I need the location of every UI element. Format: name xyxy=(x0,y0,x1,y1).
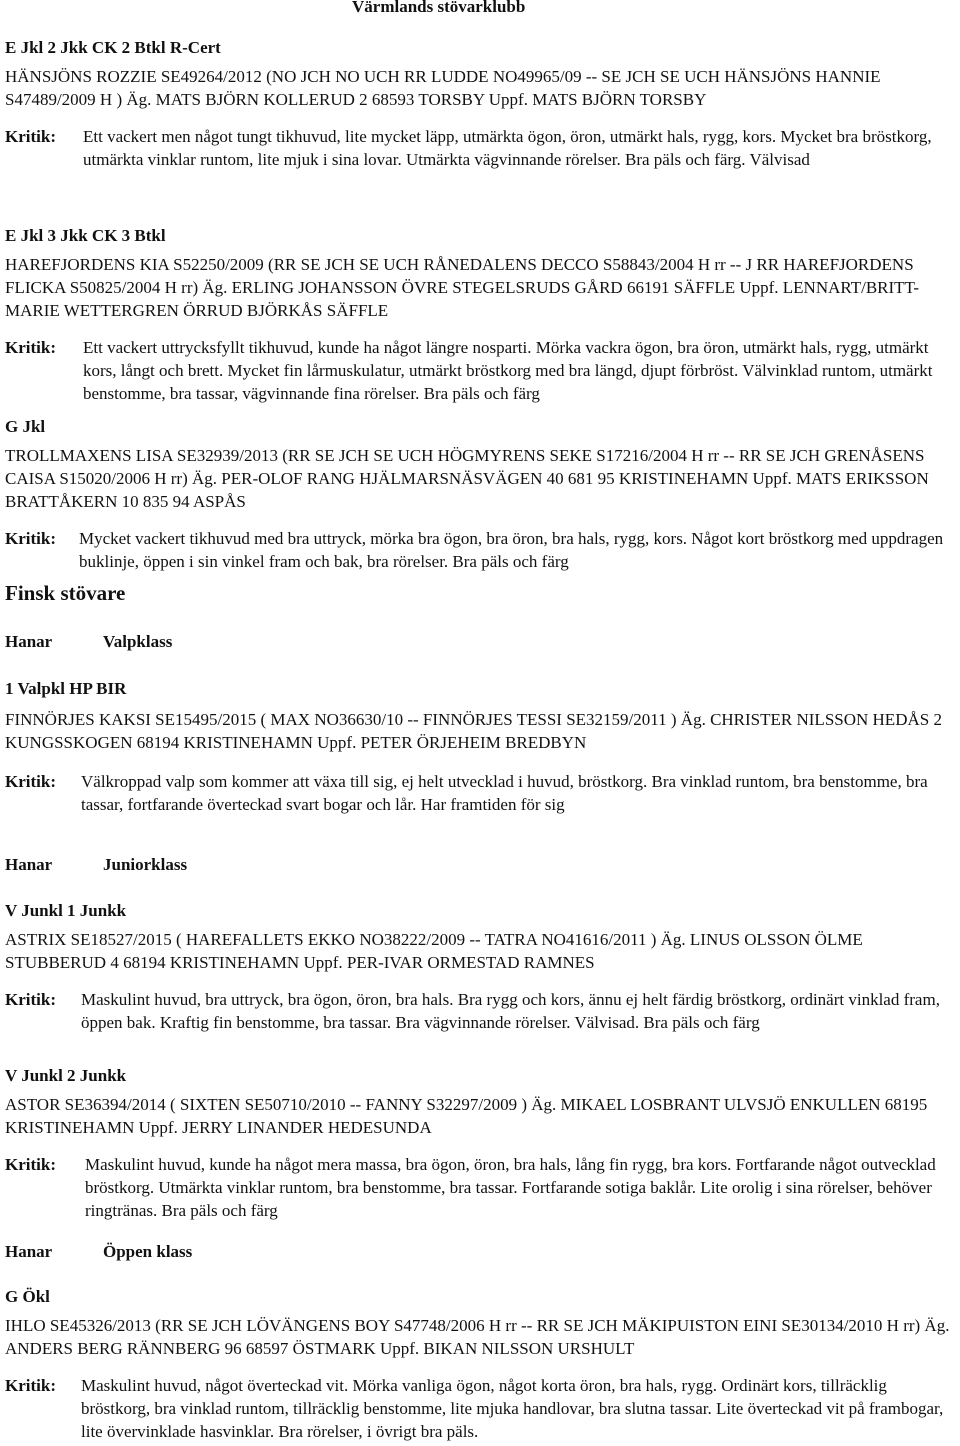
kritik-label: Kritik: xyxy=(5,1376,56,1395)
class-heading-row xyxy=(0,853,960,876)
club-header: Värmlands stövarklubb xyxy=(352,0,526,16)
kritik-row xyxy=(0,527,960,573)
entry-grade: E Jkl 2 Jkk CK 2 Btkl R-Cert xyxy=(5,38,221,57)
dog-info: HÄNSJÖNS ROZZIE SE49264/2012 (NO JCH NO UCH RR LUDDE NO49965/09 -- SE JCH SE UCH HÄNSJÖNS HANNIE S47489/2009 H ) Äg. MATS BJÖRN KOLLERUD 2 68593 TORSBY Uppf. MATS BJÖRN TORSBY xyxy=(5,67,881,109)
class-heading xyxy=(0,853,960,876)
entry-block xyxy=(0,224,960,405)
kritik-row xyxy=(0,336,960,405)
kritik-label: Kritik: xyxy=(5,1155,56,1174)
entry-block xyxy=(0,36,960,171)
dog-info: ASTOR SE36394/2014 ( SIXTEN SE50710/2010 -- FANNY S32297/2009 ) Äg. MIKAEL LOSBRANT ULVSJÖ ENKULLEN 68195 KRISTINEHAMN Uppf. JERRY LINANDER HEDESUNDA xyxy=(5,1095,928,1137)
entry-block xyxy=(0,677,960,816)
breed-heading: Finsk stövare xyxy=(5,581,126,605)
dog-info: FINNÖRJES KAKSI SE15495/2015 ( MAX NO36630/10 -- FINNÖRJES TESSI SE32159/2011 ) Äg. CHRISTER NILSSON HEDÅS 2 KUNGSSKOGEN 68194 KRISTINEHAMN Uppf. PETER ÖRJEHEIM BREDBYN xyxy=(5,710,942,752)
class-sex: Hanar xyxy=(5,632,53,651)
dog-info: HAREFJORDENS KIA S52250/2009 (RR SE JCH SE UCH RÅNEDALENS DECCO S58843/2004 H rr -- J RR HAREFJORDENS FLICKA S50825/2004 H rr) Äg. ERLING JOHANSSON ÖVRE STEGELSRUDS GÅRD 66191 SÄFFLE Uppf. LENNART/BRITT-MARIE WETTERGREN ÖRRUD BJÖRKÅS SÄFFLE xyxy=(5,255,920,320)
kritik-row xyxy=(0,770,960,816)
kritik-row xyxy=(0,988,960,1034)
class-heading xyxy=(0,630,960,653)
kritik-text: Maskulint huvud, bra uttryck, bra ögon, öron, bra hals. Bra rygg och kors, ännu ej helt färdig bröstkorg, ordinärt vinklad fram, öppen bak. Kraftig fin benstomme, bra tassar. Bra vägvinnande rörelser. Välvisad. Bra päls och färg xyxy=(81,990,940,1032)
kritik-label: Kritik: xyxy=(5,338,56,357)
kritik-label: Kritik: xyxy=(5,772,56,791)
breed-section xyxy=(0,580,960,606)
entry-grade: G Ökl xyxy=(5,1287,50,1306)
kritik-row xyxy=(0,1374,960,1443)
dog-info: IHLO SE45326/2013 (RR SE JCH LÖVÄNGENS BOY S47748/2006 H rr -- RR SE JCH MÄKIPUISTON EINI SE30134/2010 H rr) Äg. ANDERS BERG RÄNNBERG 96 68597 ÖSTMARK Uppf. BIKAN NILSSON URSHULT xyxy=(5,1316,950,1358)
kritik-text: Ett vackert men något tungt tikhuvud, lite mycket läpp, utmärkta ögon, öron, utmärkt hals, rygg, kors. Mycket bra bröstkorg, utmärkta vinklar runtom, lite mjuk i sina lovar. Utmärkta vägvinnande rörelser. Bra päls och färg. Välvisad xyxy=(83,127,932,169)
kritik-text: Maskulint huvud, kunde ha något mera massa, bra ögon, öron, bra hals, lång fin rygg, bra kors. Fortfarande något outvecklad bröstkorg. Utmärkta vinklar runtom, bra benstomme, bra tassar. Fortfarande sotiga baklår. Lite orolig i sina rörelser, behöver ringtränas. Bra päls och färg xyxy=(85,1155,936,1220)
dog-info: ASTRIX SE18527/2015 ( HAREFALLETS EKKO NO38222/2009 -- TATRA NO41616/2011 ) Äg. LINUS OLSSON ÖLME STUBBERUD 4 68194 KRISTINEHAMN Uppf. PER-IVAR ORMESTAD RAMNES xyxy=(5,930,863,972)
entry-grade: E Jkl 3 Jkk CK 3 Btkl xyxy=(5,226,166,245)
class-name: Valpklass xyxy=(103,632,173,651)
kritik-row xyxy=(0,1153,960,1222)
entry-block xyxy=(0,1285,960,1443)
entry-block xyxy=(0,1064,960,1222)
kritik-text: Maskulint huvud, något överteckad vit. Mörka vanliga ögon, något korta öron, bra hals, rygg. Ordinärt kors, tillräcklig bröstkorg, bra vinklad runtom, tillräcklig benstomme, lite mjuka handlovar, bra slutna tassar. Lite överteckad vit på frambogar, lite övervinklade hasvinklar. Bra rörelser, i övrigt bra päls. xyxy=(81,1376,944,1441)
kritik-label: Kritik: xyxy=(5,127,56,146)
kritik-label: Kritik: xyxy=(5,990,56,1009)
entry-block xyxy=(0,415,960,573)
dog-info: TROLLMAXENS LISA SE32939/2013 (RR SE JCH SE UCH HÖGMYRENS SEKE S17216/2004 H rr -- RR SE JCH GRENÅSENS CAISA S15020/2006 H rr) Äg. PER-OLOF RANG HJÄLMARSNÄSVÄGEN 40 681 95 KRISTINEHAMN Uppf. MATS ERIKSSON BRATTÅKERN 10 835 94 ASPÅS xyxy=(5,446,929,511)
kritik-text: Ett vackert uttrycksfyllt tikhuvud, kunde ha något längre nosparti. Mörka vackra ögon, bra öron, utmärkt hals, rygg, utmärkt kors, långt och brett. Mycket fin lårmuskulatur, utmärkt bröstkorg med bra längd, djupt förbröst. Välvinklad runtom, utmärkt benstomme, bra tassar, vägvinnande fina rörelser. Bra päls och färg xyxy=(83,338,933,403)
class-heading-row xyxy=(0,1240,960,1263)
class-name: Juniorklass xyxy=(103,855,188,874)
entry-grade: 1 Valpkl HP BIR xyxy=(5,679,127,698)
class-sex: Hanar xyxy=(5,855,53,874)
entry-grade: G Jkl xyxy=(5,417,46,436)
kritik-text: Välkroppad valp som kommer att växa till sig, ej helt utvecklad i huvud, bröstkorg. Bra vinklad runtom, bra benstomme, bra tassar, fortfarande överteckad svart bogar och lår. Har framtiden för sig xyxy=(81,772,928,814)
entry-grade: V Junkl 2 Junkk xyxy=(5,1066,127,1085)
entry-block xyxy=(0,899,960,1034)
entry-grade: V Junkl 1 Junkk xyxy=(5,901,127,920)
kritik-row xyxy=(0,125,960,171)
class-sex: Hanar xyxy=(5,1242,53,1261)
class-heading xyxy=(0,1240,960,1263)
kritik-text: Mycket vackert tikhuvud med bra uttryck, mörka bra ögon, bra öron, bra hals, rygg, kors. Något kort bröstkorg med uppdragen buklinje, öppen i sin vinkel fram och bak, bra rörelser. Bra päls och färg xyxy=(79,529,944,571)
kritik-label: Kritik: xyxy=(5,529,56,548)
class-name: Öppen klass xyxy=(103,1242,193,1261)
class-heading-row xyxy=(0,630,960,653)
